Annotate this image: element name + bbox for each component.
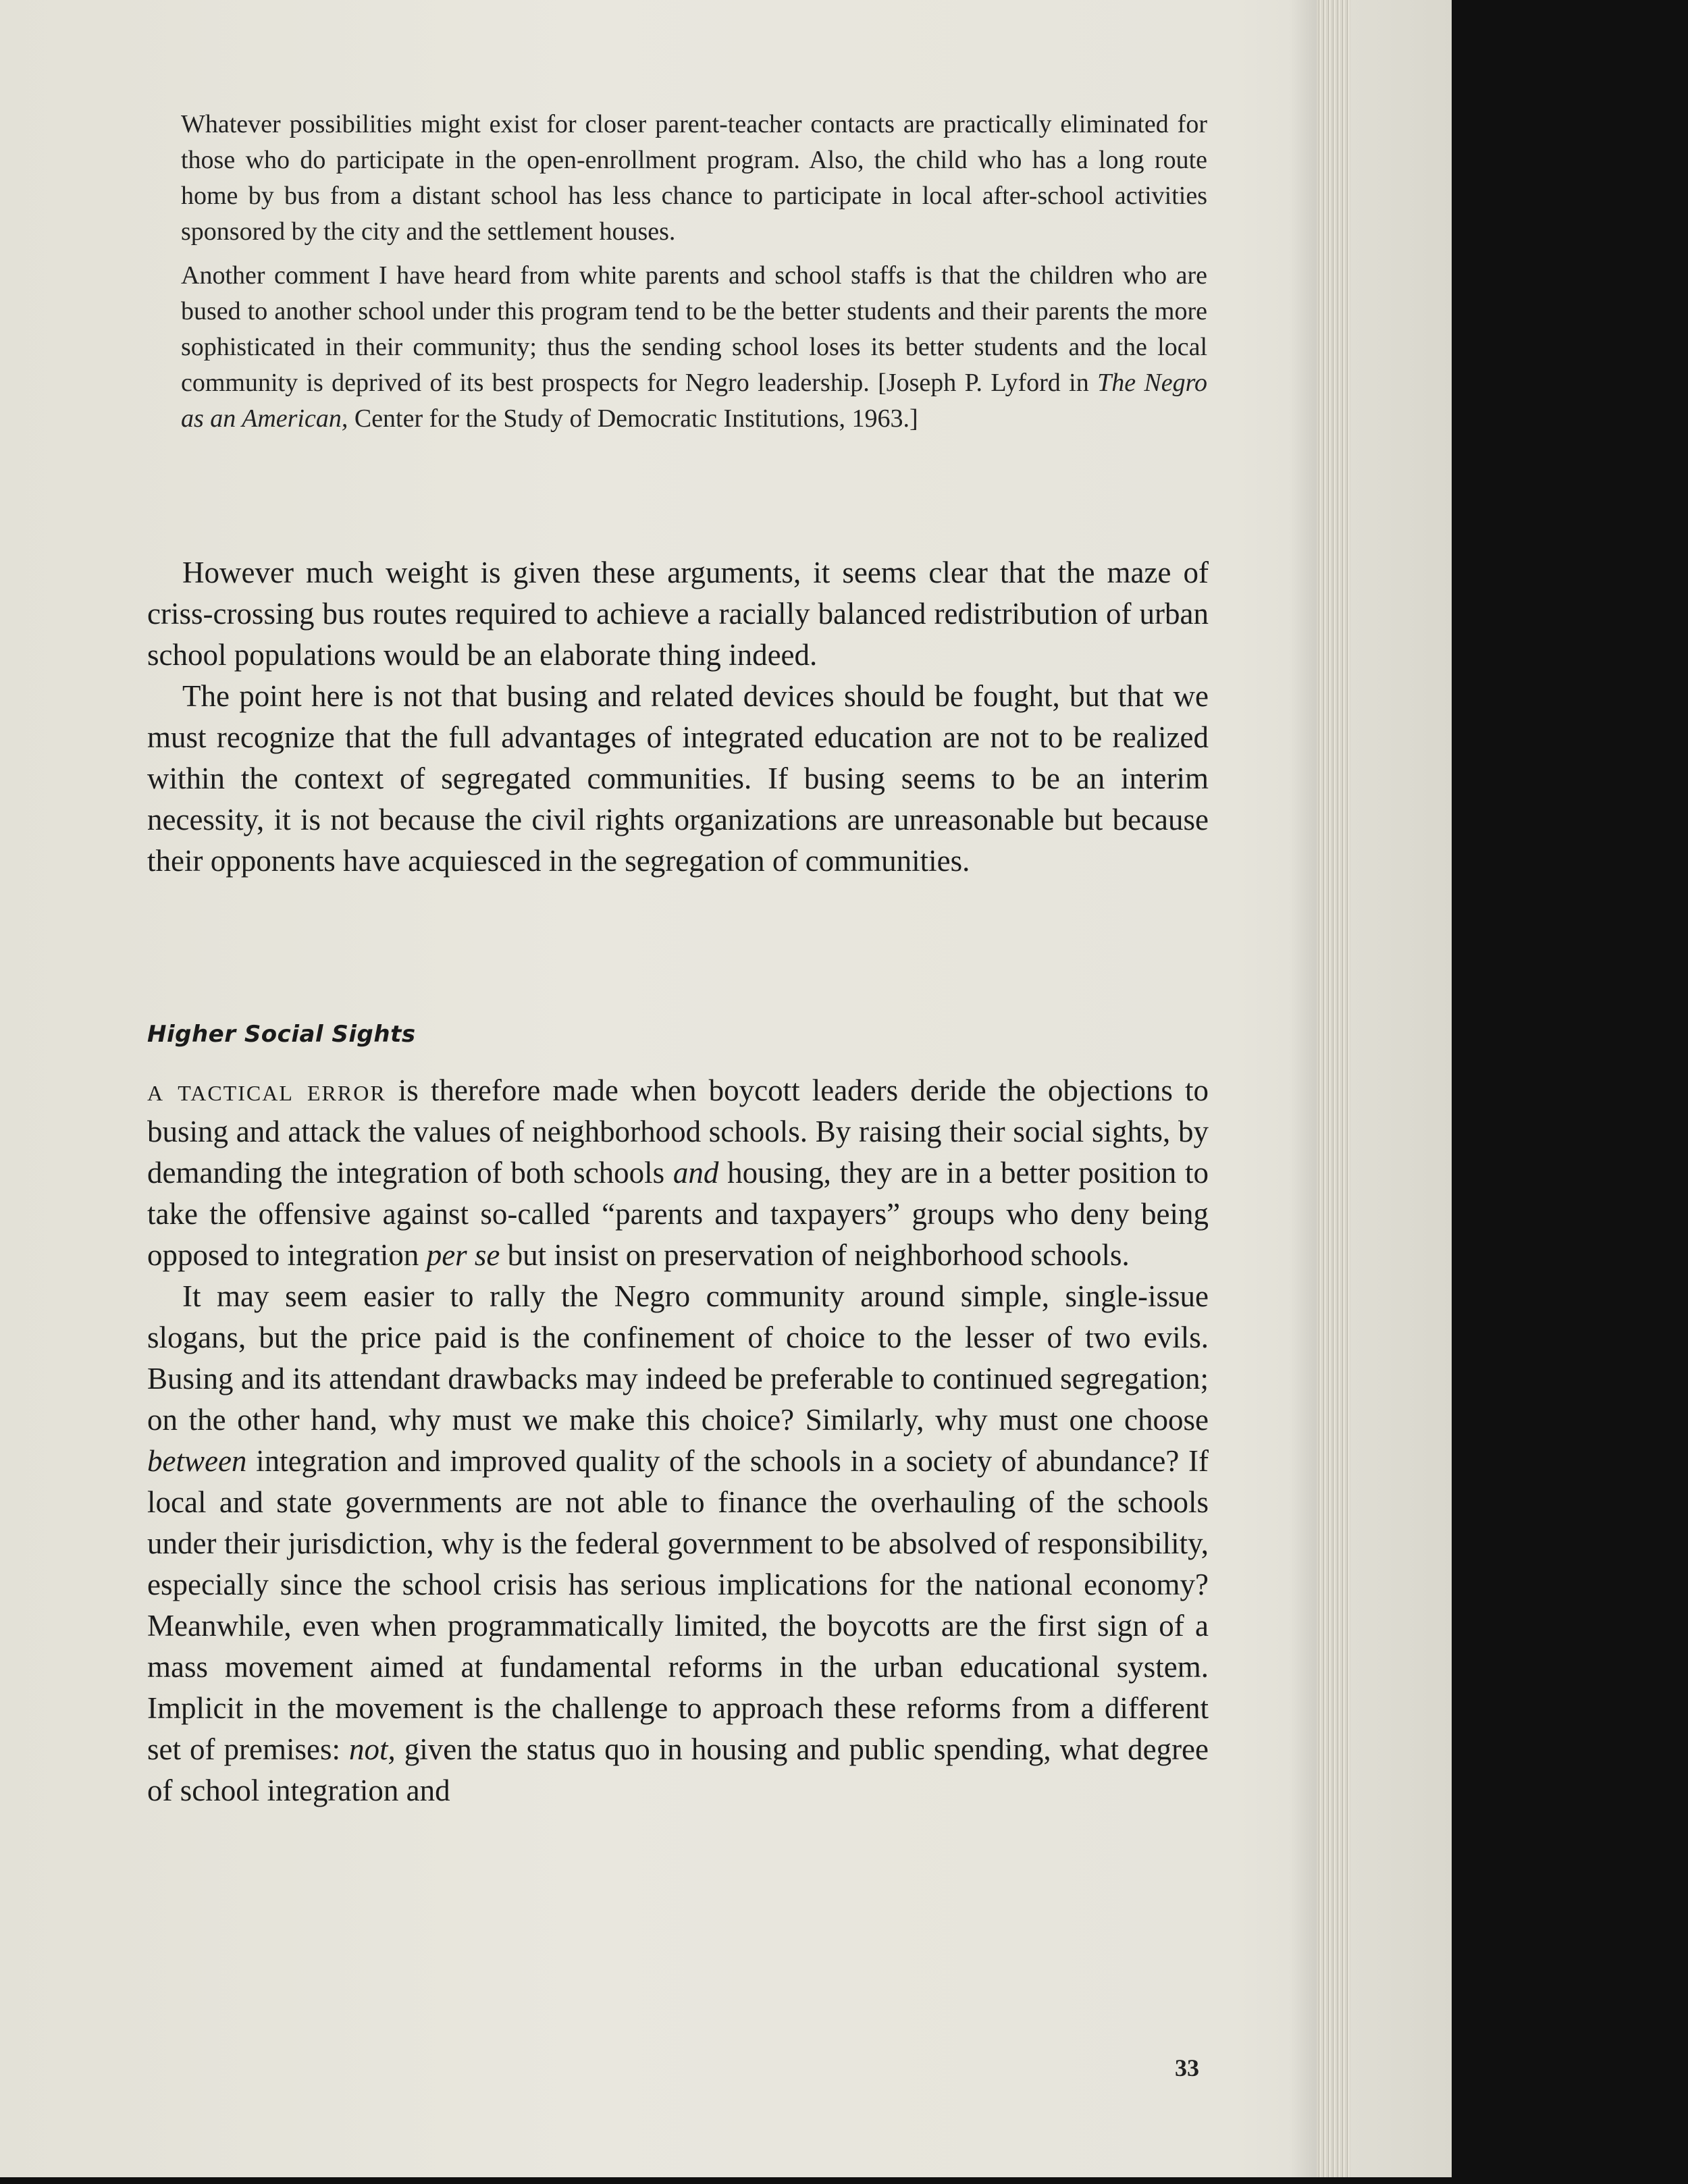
emphasis-not: not,: [349, 1732, 396, 1766]
section-paragraph-1-b: housing, they are in a better position to take the offensive against so-called “parents and taxpayers” groups who deny being opposed to integration: [147, 1156, 1209, 1272]
body-text-upper: [147, 552, 1209, 882]
page-number: 33: [1175, 2054, 1199, 2081]
emphasis-per-se: per se: [426, 1238, 500, 1272]
emphasis-between: between: [147, 1444, 247, 1478]
quote-book-title: The Negro as an American,: [181, 369, 1208, 433]
quote-paragraph-1: Whatever possibilities might exist for closer parent-teacher contacts are practically eliminated for those who do participate in the open-enrollment program. Also, the child who has a long route home by bus from a distant school has less chance to participate in local after-school activities sponsored by the city and the settlement houses.: [181, 110, 1207, 246]
body-text-lower: [147, 1070, 1209, 1811]
block-quote: [181, 107, 1207, 445]
body-paragraph-1: However much weight is given these arguments, it seems clear that the maze of criss-crossing bus routes required to achieve a racially balanced redistribution of urban school populations would be an elaborate thing indeed.: [147, 556, 1209, 672]
section-paragraph-2-b: integration and improved quality of the schools in a society of abundance? If local and state governments are not able to finance the overhauling of the schools under their jurisdiction, why is the federal government to be absolved of responsibility, especially since the school crisis has serious implications for the national economy? Meanwhile, even when programmatically limited, the boycotts are the first sign of a mass movement aimed at fundamental reforms in the urban educational system. Implicit in the movement is the challenge to approach these reforms from a different set of premises:: [147, 1444, 1209, 1766]
section-paragraph-1-a: is therefore made when boycott leaders deride the objections to busing and attack the values of neighborhood schools. By raising their social sights, by demanding the integration of both schools: [147, 1073, 1209, 1190]
section-lead-in: a tactical error: [147, 1073, 386, 1107]
section-paragraph-2: [147, 1276, 1209, 1811]
emphasis-and: and: [672, 1156, 719, 1190]
section-paragraph-2-c: given the status quo in housing and public spending, what degree of school integration and: [147, 1732, 1209, 1807]
section-paragraph-1: [147, 1070, 1209, 1276]
quote-citation-end: Center for the Study of Democratic Institutions, 1963.]: [348, 404, 918, 433]
body-paragraph-2: The point here is not that busing and related devices should be fought, but that we must recognize that the full advantages of integrated education are not to be realized within the context of segregated communities. If busing seems to be an interim necessity, it is not because the civil rights organizations are unreasonable but because their opponents have acquiesced in the segregation of communities.: [147, 679, 1209, 878]
page-stack-edge: [1317, 0, 1350, 2177]
quote-paragraph-2-text: Another comment I have heard from white parents and school staffs is that the children who are bused to another school under this program tend to be the better students and their parents the more sophisticated in their community; thus the sending school loses its better students and the local community is deprived of its best prospects for Negro leadership. [Joseph P. Lyford in: [181, 261, 1207, 397]
page-gutter-shadow: [1290, 0, 1317, 2177]
quote-paragraph-2: [181, 258, 1207, 437]
section-heading: Higher Social Sights: [147, 1021, 416, 1048]
section-paragraph-2-a: It may seem easier to rally the Negro community around simple, single-issue slogans, but the price paid is the confinement of choice to the lesser of two evils. Busing and its attendant drawbacks may indeed be preferable to continued segregation; on the other hand, why must we make this choice? Similarly, why must one choose: [147, 1279, 1209, 1437]
section-paragraph-1-c: but insist on preservation of neighborhood schools.: [500, 1238, 1130, 1272]
